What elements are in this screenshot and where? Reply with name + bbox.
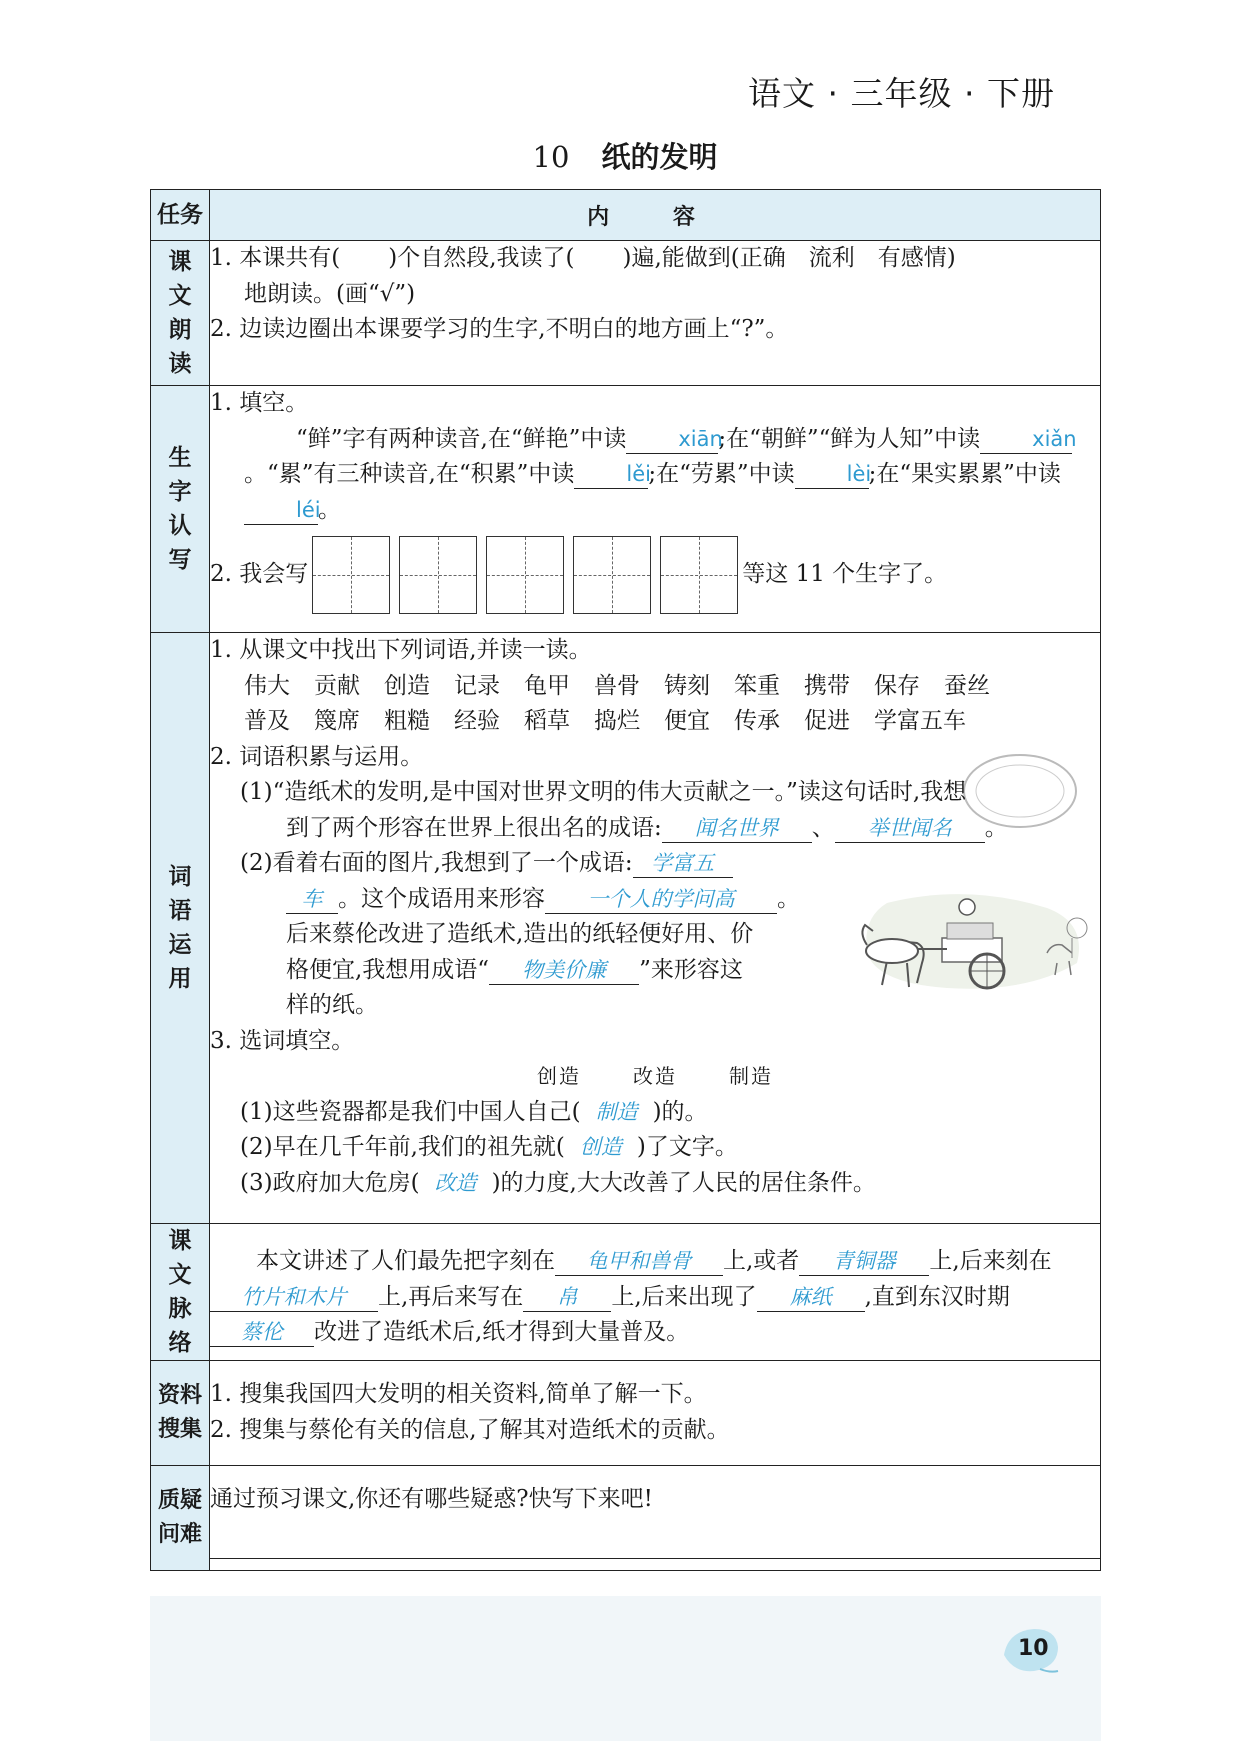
word-item: 稻草: [524, 708, 570, 734]
fill-blank-3[interactable]: 改造: [434, 1170, 477, 1195]
fill-blank-2[interactable]: 创造: [579, 1135, 622, 1159]
word-list-row-2: [210, 704, 1100, 740]
context-blank-3[interactable]: 竹片和木片: [210, 1283, 378, 1312]
word-item: 龟甲: [524, 672, 570, 699]
row-characters: [151, 386, 1101, 633]
context-blank-2[interactable]: 青铜器: [799, 1247, 929, 1276]
questions-content: 通过预习课文,你还有哪些疑惑?快写下来吧!: [210, 1466, 1101, 1571]
word-item: 粗糙: [384, 708, 430, 734]
writing-grid[interactable]: [660, 536, 738, 614]
idiom-blank-1[interactable]: 闻名世界: [662, 814, 812, 843]
word-item: 兽骨: [594, 672, 640, 699]
lesson-number: 10: [532, 140, 570, 174]
writing-grid[interactable]: [399, 536, 477, 614]
pinyin-blank-4[interactable]: lèi: [795, 460, 869, 489]
word-item: 伟大: [244, 672, 290, 699]
idiom-blank-2[interactable]: 举世闻名: [835, 814, 985, 843]
words-content: 1. 从课文中找出下列词语,并读一读。 伟大 贡献 创造 记录 龟甲 兽骨 铸刻 笨重 携带 保存 蚕丝 普及 篾席 粗糙 经验 稻草 捣烂 便宜 传承 促进 学富五车 2. 词语积累与运用。 (1)“造纸术的发明,是中国对世界文明的伟大贡献之一。”读这句话时,我想 到了两个形容在世界上很出名的成语: 闻名世界 、 举世闻名 。 (2)看着右面的图片,我想到了一个成语: 学富五 车 。这个成语用来形容 一个人的学问高 。 后来蔡伦改进了造纸术,造出的纸轻便好用、价 格便宜,我想用成语“ 物美价廉 ”来形容这 样的纸。 3. 选词填空。 创造 改造 制造 (1)这些瓷器都是我们中国人自己( 制造 )的。 (2)早在几千年前,我们的祖先就( 创造 )了文字。 (3)政府加大危房( 改造 )的力度,大大改善了人民的居住条件。: [210, 633, 1101, 1224]
row-reading: [151, 241, 1101, 386]
task-context: 课文脉络: [151, 1224, 210, 1361]
word-list-row-1: [210, 669, 1100, 705]
context-blank-5[interactable]: 麻纸: [757, 1283, 865, 1312]
row-context: [151, 1224, 1101, 1361]
context-blank-6[interactable]: 蔡伦: [210, 1318, 314, 1347]
word-item: 篾席: [314, 708, 360, 734]
context-blank-1[interactable]: 龟甲和兽骨: [555, 1247, 723, 1276]
writing-grids: [312, 536, 738, 614]
word-item: 创造: [384, 672, 430, 699]
pinyin-blank-1[interactable]: xiān: [626, 425, 718, 454]
pinyin-blank-5[interactable]: léi: [244, 496, 318, 525]
task-characters: 生字认写: [151, 386, 210, 633]
lesson-name: 纸的发明: [601, 140, 718, 174]
lesson-title: [0, 135, 1250, 176]
word-item: 铸刻: [664, 672, 710, 699]
task-header: 任务: [151, 190, 210, 241]
word-choices: [210, 1059, 1100, 1095]
idiom-blank-3[interactable]: 学富五: [633, 849, 733, 878]
word-item: 记录: [454, 672, 500, 699]
word-item: 携带: [804, 672, 850, 699]
word-item: 贡献: [314, 672, 360, 699]
row-words: [151, 633, 1101, 1224]
word-item: 捣烂: [594, 708, 640, 734]
word-item: 促进: [804, 708, 850, 734]
task-questions: 质疑问难: [151, 1466, 210, 1571]
choice-word: 创造: [537, 1064, 581, 1088]
pinyin-blank-3[interactable]: lěi: [574, 460, 648, 489]
idiom-blank-3-cont[interactable]: 车: [286, 885, 338, 914]
preview-table: [150, 189, 1101, 1571]
writing-grid[interactable]: [312, 536, 390, 614]
writing-grid[interactable]: [486, 536, 564, 614]
word-item: 学富五车: [874, 708, 966, 734]
reading-content: 1. 本课共有( )个自然段,我读了( )遍,能做到(正确 流利 有感情) 地朗读。(画“√”) 2. 边读边圈出本课要学习的生字,不明白的地方画上“?”。: [210, 241, 1101, 386]
characters-content: 1. 填空。 “鲜”字有两种读音,在“鲜艳”中读 xiān;在“朝鲜”“鲜为人知”中读 xiǎn。“累”有三种读音,在“积累”中读 lěi;在“劳累”中读 lèi;在“果实累累”中读léi。 2. 我会写 等这 11 个生字了。: [210, 386, 1101, 633]
context-blank-4[interactable]: 帛: [523, 1283, 611, 1312]
footer-band: [150, 1596, 1101, 1741]
task-research: 资料搜集: [151, 1361, 210, 1466]
idiom-blank-4[interactable]: 物美价廉: [489, 956, 639, 985]
choice-word: 制造: [729, 1064, 773, 1088]
context-content: 本文讲述了人们最先把字刻在 龟甲和兽骨 上,或者 青铜器 上,后来刻在竹片和木片 上,再后来写在 帛 上,后来出现了 麻纸 ,直到东汉时期蔡伦 改进了造纸术后,纸才得到大量普及。: [210, 1224, 1101, 1361]
content-header: 内 容: [210, 190, 1101, 241]
row-questions: [151, 1466, 1101, 1571]
word-item: 普及: [244, 708, 290, 734]
word-item: 经验: [454, 708, 500, 734]
choice-word: 改造: [633, 1064, 677, 1088]
word-item: 蚕丝: [944, 672, 990, 699]
pinyin-blank-2[interactable]: xiǎn: [980, 425, 1072, 454]
research-content: 1. 搜集我国四大发明的相关资料,简单了解一下。 2. 搜集与蔡伦有关的信息,了解其对造纸术的贡献。: [210, 1361, 1101, 1466]
row-research: [151, 1361, 1101, 1466]
table-header-row: [151, 190, 1101, 241]
task-reading: 课文朗读: [151, 241, 210, 386]
word-item: 笨重: [734, 672, 780, 699]
writing-grid[interactable]: [573, 536, 651, 614]
word-item: 保存: [874, 672, 920, 699]
fill-blank-1[interactable]: 制造: [595, 1099, 638, 1124]
word-item: 传承: [734, 708, 780, 734]
book-title: 语文 · 三年级 · 下册: [748, 74, 1055, 113]
question-answer-line[interactable]: [210, 1544, 1100, 1559]
page-number: 10: [1018, 1636, 1049, 1661]
task-words: 词语运用: [151, 633, 210, 1224]
word-item: 便宜: [664, 708, 710, 734]
cart-illustration: [847, 883, 1092, 1003]
meaning-blank[interactable]: 一个人的学问高: [545, 885, 777, 914]
